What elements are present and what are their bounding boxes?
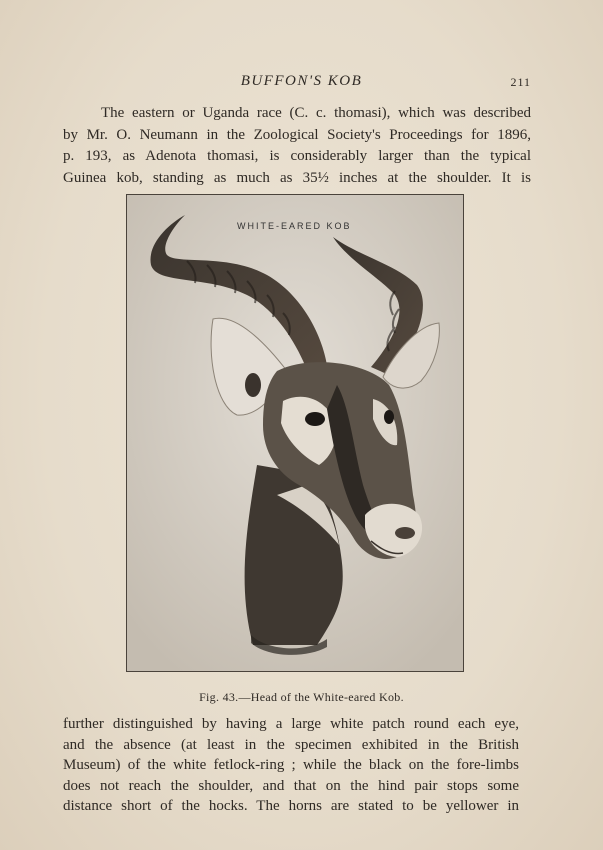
text-line: distance short of the hocks. The horns are stated to be yellower in [63,798,519,814]
text-line: p. 193, as Adenota thomasi, is considerably larger than the typical [63,148,531,164]
text-line: does not reach the shoulder, and that on the hind pair stops some [63,777,519,794]
kob-head-illustration [127,195,463,671]
figure-label: WHITE-EARED KOB [237,221,352,231]
text-line: The eastern or Uganda race (C. c. thomasi), which was described [101,105,531,121]
running-head [0,73,603,95]
text-line: and the absence (at least in the specimen exhibited in the British [63,736,519,753]
paragraph-bottom [63,714,519,817]
figure-plate [126,194,464,672]
figure-caption: Fig. 43.—Head of the White-eared Kob. [199,690,404,704]
running-title: BUFFON'S KOB [240,73,363,89]
text-line: by Mr. O. Neumann in the Zoological Society's Proceedings for 1896, [63,126,531,143]
page-number: 211 [510,75,531,89]
paragraph-top [63,103,531,189]
text-line: Museum) of the white fetlock-ring ; while the black on the fore-limbs [63,757,519,773]
text-line: Guinea kob, standing as much as 35½ inches at the shoulder. It is [63,169,531,186]
text-line: further distinguished by having a large white patch round each eye, [63,716,519,732]
